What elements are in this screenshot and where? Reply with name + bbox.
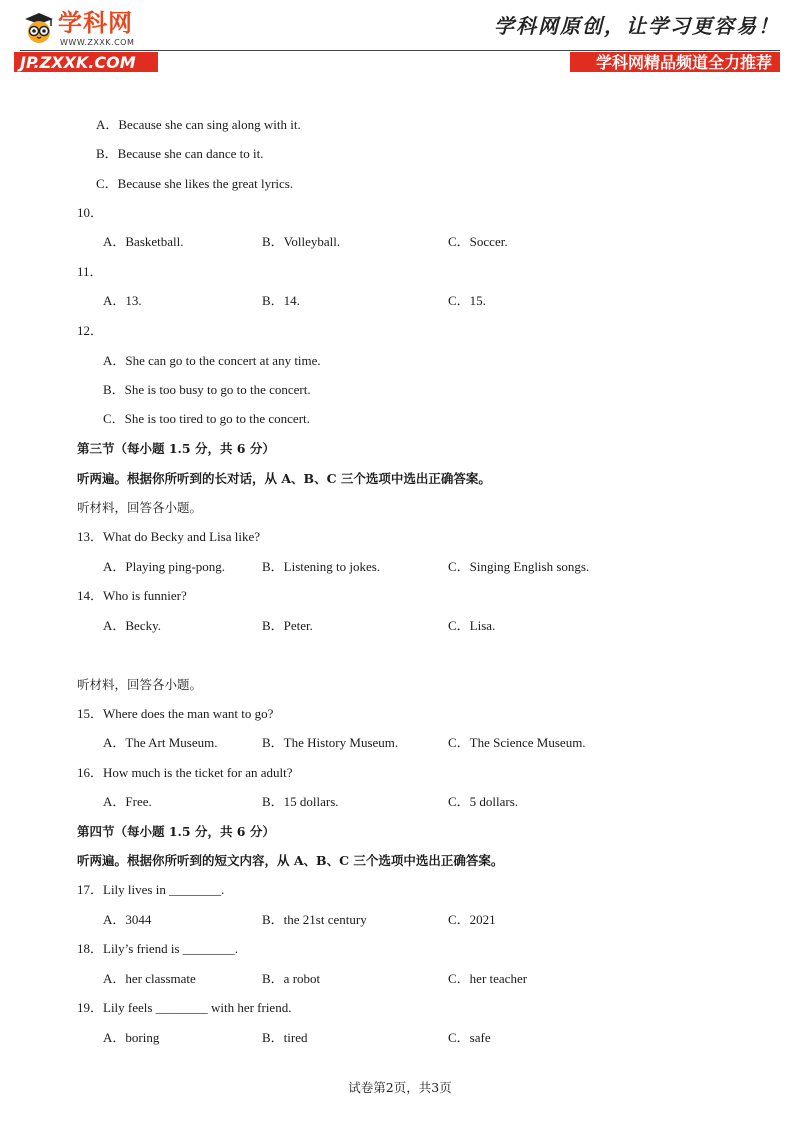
header-slogan: 学科网原创，让学习更容易！: [494, 14, 780, 38]
q12-option-b: B．She is too busy to go to the concert.: [103, 382, 311, 397]
q9-option-b: B．Because she can dance to it.: [96, 146, 264, 161]
q14-stem: 14．Who is funnier?: [77, 588, 187, 603]
q17-option-b: B．the 21st century: [262, 912, 367, 927]
listen-prompt-1: 听材料，回答各小题。: [77, 500, 203, 515]
q11-option-c: C．15.: [448, 293, 486, 308]
q16-option-a: A．Free.: [103, 794, 152, 809]
logo-url: WWW.ZXXK.COM: [60, 38, 135, 47]
section-4-instructions: 听两遍。根据你所听到的短文内容，从 A、B、C 三个选项中选出正确答案。: [77, 853, 504, 868]
q17-option-c: C．2021: [448, 912, 496, 927]
owl-logo-icon: [22, 10, 56, 44]
logo-text: 学科网: [58, 9, 133, 37]
q15-stem: 15．Where does the man want to go?: [77, 706, 274, 721]
q19-option-a: A．boring: [103, 1030, 160, 1045]
q17-option-a: A．3044: [103, 912, 152, 927]
section-3-instructions: 听两遍。根据你所听到的长对话，从 A、B、C 三个选项中选出正确答案。: [77, 471, 491, 486]
q13-option-a: A．Playing ping-pong.: [103, 559, 226, 574]
q18-stem: 18．Lily’s friend is ________.: [77, 941, 239, 956]
q15-option-a: A．The Art Museum.: [103, 735, 218, 750]
site-logo[interactable]: [22, 8, 152, 50]
q16-stem: 16．How much is the ticket for an adult?: [77, 765, 293, 780]
section-4-heading: 第四节（每小题 1.5 分，共 6 分）: [77, 824, 275, 839]
section-3-heading: 第三节（每小题 1.5 分，共 6 分）: [77, 441, 275, 456]
q10-option-b: B．Volleyball.: [262, 234, 341, 249]
q15-option-b: B．The History Museum.: [262, 735, 399, 750]
q14-option-b: B．Peter.: [262, 618, 313, 633]
q9-option-c: C．Because she likes the great lyrics.: [96, 176, 294, 191]
q10-number: 10．: [77, 205, 104, 220]
q9-option-a: A．Because she can sing along with it.: [96, 117, 301, 132]
q10-option-c: C．Soccer.: [448, 234, 508, 249]
q10-option-a: A．Basketball.: [103, 234, 184, 249]
listen-prompt-2: 听材料，回答各小题。: [77, 677, 203, 692]
q13-option-b: B．Listening to jokes.: [262, 559, 381, 574]
q18-option-a: A．her classmate: [103, 971, 196, 986]
page-footer: 试卷第2页，共3页: [348, 1080, 452, 1095]
q12-option-c: C．She is too tired to go to the concert.: [103, 411, 310, 426]
page-header: [0, 0, 800, 80]
q13-option-c: C．Singing English songs.: [448, 559, 590, 574]
q19-stem: 19．Lily feels ________ with her friend.: [77, 1000, 292, 1015]
q14-option-c: C．Lisa.: [448, 618, 496, 633]
q12-option-a: A．She can go to the concert at any time.: [103, 353, 321, 368]
q15-option-c: C．The Science Museum.: [448, 735, 586, 750]
q19-option-c: C．safe: [448, 1030, 491, 1045]
q11-option-b: B．14.: [262, 293, 300, 308]
q12-number: 12．: [77, 323, 104, 338]
recommend-badge: 学科网精品频道全力推荐: [570, 52, 780, 72]
header-divider: [20, 50, 780, 51]
q18-option-c: C．her teacher: [448, 971, 528, 986]
q13-stem: 13．What do Becky and Lisa like?: [77, 529, 261, 544]
q19-option-b: B．tired: [262, 1030, 308, 1045]
q14-option-a: A．Becky.: [103, 618, 162, 633]
q17-stem: 17．Lily lives in ________.: [77, 882, 225, 897]
q16-option-b: B．15 dollars.: [262, 794, 339, 809]
q11-number: 11．: [77, 264, 103, 279]
channel-badge[interactable]: JP.ZXXK.COM: [14, 52, 158, 72]
q18-option-b: B．a robot: [262, 971, 321, 986]
q16-option-c: C．5 dollars.: [448, 794, 519, 809]
q11-option-a: A．13.: [103, 293, 142, 308]
